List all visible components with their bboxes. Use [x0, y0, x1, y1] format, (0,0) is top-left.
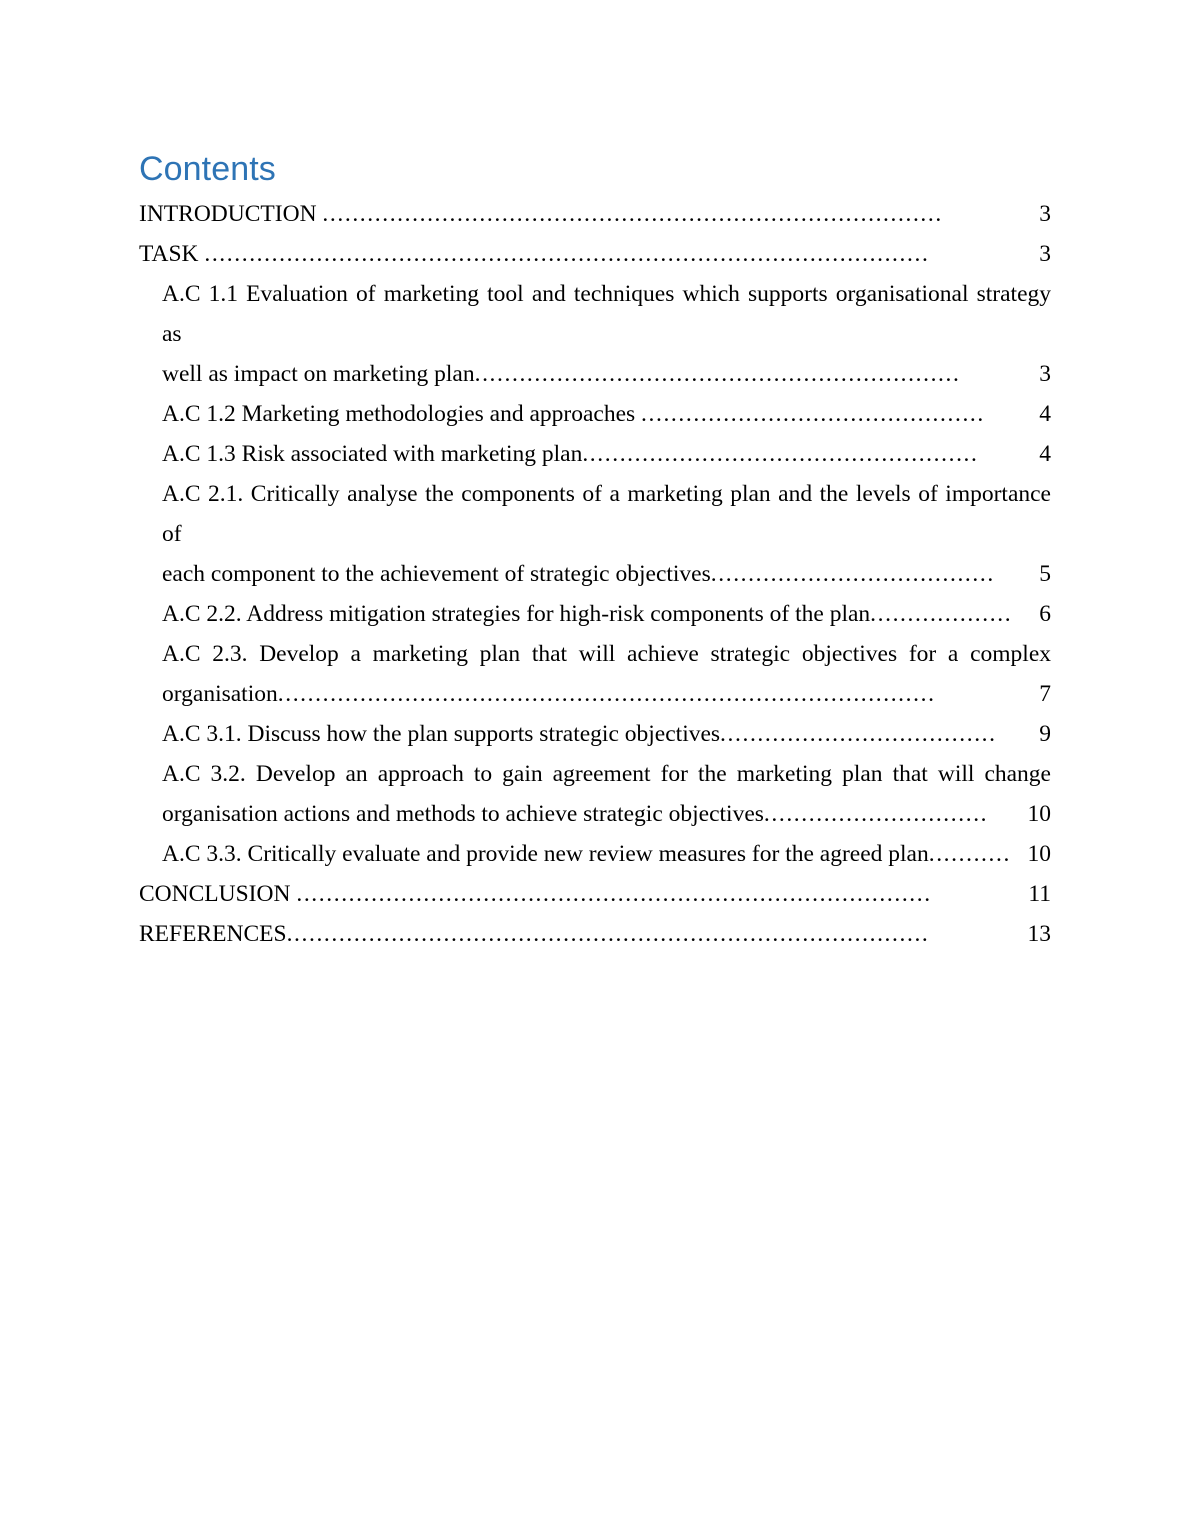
toc-dot-leader: .................................................................: [474, 361, 961, 387]
toc-page-number: 3: [1039, 241, 1051, 267]
toc-dot-leader: ........................................................................................: [277, 681, 936, 707]
toc-entry-lastline: [162, 834, 1051, 874]
toc-page-number: 11: [1028, 881, 1051, 907]
toc-entry-lastline: [162, 594, 1051, 634]
toc-entry-line: A.C 2.3. Develop a marketing plan that will achieve strategic objectives for a complex: [162, 641, 1051, 667]
toc-page-number: 6: [1039, 601, 1051, 627]
toc-entry[interactable]: [139, 194, 1051, 234]
toc-entry-line: A.C 2.1. Critically analyse the components of a marketing plan and the levels of importance of: [162, 481, 1051, 547]
toc-entry-lastline: [162, 554, 1051, 594]
toc-dot-leader: ..............................: [763, 801, 989, 827]
toc-entry[interactable]: [162, 474, 1051, 594]
toc-dot-leader: ...........: [928, 841, 1011, 867]
toc-entry-title: A.C 1.2 Marketing methodologies and approaches: [162, 401, 642, 427]
toc-dot-leader: .....................................................: [582, 441, 979, 467]
toc-entry-title: organisation: [162, 681, 278, 707]
toc-entry-title: INTRODUCTION: [139, 201, 323, 227]
toc-dot-leader: ...................: [870, 601, 1013, 627]
toc-entry-line: A.C 1.1 Evaluation of marketing tool and techniques which supports organisational strategy as: [162, 281, 1051, 347]
toc-page-number: 9: [1039, 721, 1051, 747]
toc-entry-title: well as impact on marketing plan: [162, 361, 475, 387]
toc-page-number: 4: [1039, 441, 1051, 467]
toc-entry-lastline: [139, 194, 1051, 234]
toc-page-number: 3: [1039, 361, 1051, 387]
toc-entry[interactable]: [162, 274, 1051, 394]
toc-dot-leader: ..............................................: [641, 401, 985, 427]
toc-page-number: 13: [1027, 921, 1051, 947]
toc-entry-title: REFERENCES: [139, 921, 287, 947]
page-title: Contents: [139, 150, 276, 188]
toc-entry-list: [139, 194, 1051, 954]
toc-entry-lastline: [162, 794, 1051, 834]
toc-entry[interactable]: [162, 434, 1051, 474]
toc-page-number: 5: [1039, 561, 1051, 587]
toc-entry[interactable]: [162, 714, 1051, 754]
toc-entry-lastline: [162, 354, 1051, 394]
toc-dot-leader: .................................................................................................: [204, 241, 930, 267]
toc-entry-line: A.C 3.2. Develop an approach to gain agreement for the marketing plan that will change: [162, 761, 1051, 787]
toc-entry-lastline: [162, 434, 1051, 474]
toc-entry[interactable]: [139, 234, 1051, 274]
toc-dot-leader: .....................................................................................: [296, 881, 932, 907]
toc-entry[interactable]: [162, 634, 1051, 714]
toc-entry-lastline: [139, 874, 1051, 914]
toc-entry[interactable]: [139, 874, 1051, 914]
toc-entry[interactable]: [162, 594, 1051, 634]
toc-entry-title: A.C 1.3 Risk associated with marketing plan: [162, 441, 583, 467]
toc-entry[interactable]: [162, 834, 1051, 874]
toc-page-number: 10: [1027, 841, 1051, 867]
toc-dot-leader: ...................................................................................: [322, 201, 943, 227]
toc-page-number: 3: [1039, 201, 1051, 227]
toc-entry-title: A.C 3.3. Critically evaluate and provide new review measures for the agreed plan: [162, 841, 929, 867]
table-of-contents: [139, 152, 1051, 954]
toc-page-number: 7: [1039, 681, 1051, 707]
toc-entry-title: TASK: [139, 241, 205, 267]
toc-page-number: 4: [1039, 401, 1051, 427]
toc-entry[interactable]: [139, 914, 1051, 954]
toc-entry-title: each component to the achievement of strategic objectives: [162, 561, 711, 587]
toc-dot-leader: ......................................: [710, 561, 995, 587]
toc-entry[interactable]: [162, 754, 1051, 834]
toc-dot-leader: ......................................................................................: [286, 921, 930, 947]
toc-page-number: 10: [1027, 801, 1051, 827]
toc-entry-lastline: [162, 674, 1051, 714]
toc-entry-lastline: [139, 914, 1051, 954]
toc-entry-title: CONCLUSION: [139, 881, 297, 907]
toc-entry[interactable]: [162, 394, 1051, 434]
toc-entry-title: A.C 2.2. Address mitigation strategies for high-risk components of the plan: [162, 601, 871, 627]
toc-entry-title: organisation actions and methods to achieve strategic objectives: [162, 801, 764, 827]
toc-dot-leader: .....................................: [720, 721, 997, 747]
toc-entry-lastline: [139, 234, 1051, 274]
toc-entry-lastline: [162, 394, 1051, 434]
toc-entry-title: A.C 3.1. Discuss how the plan supports strategic objectives: [162, 721, 721, 747]
toc-entry-lastline: [162, 714, 1051, 754]
